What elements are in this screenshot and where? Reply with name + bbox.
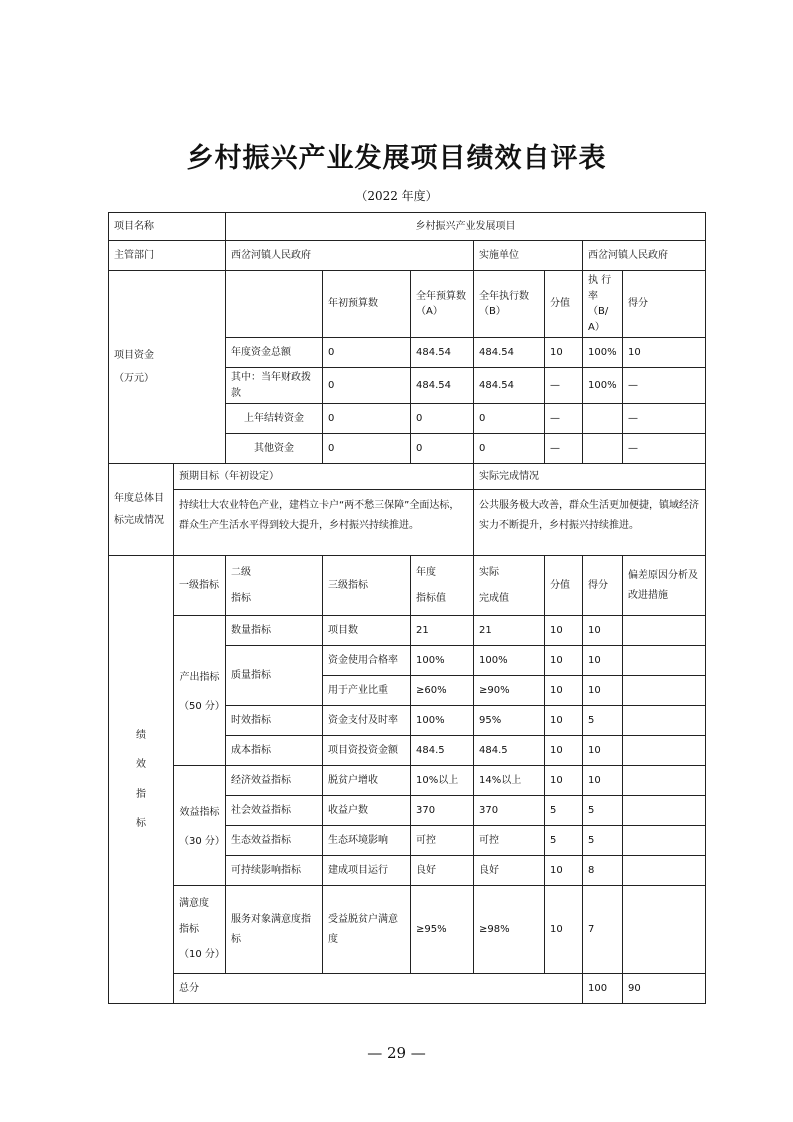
actual-cell: 484.5 — [474, 736, 545, 766]
group-name: 产出指标 — [179, 671, 220, 683]
level2-cell: 社会效益指标 — [226, 796, 323, 826]
score-cell: 10 — [545, 766, 583, 796]
actual-cell: 100% — [474, 646, 545, 676]
funds-row-rate — [583, 434, 623, 464]
target-cell: ≥95% — [411, 886, 474, 974]
group-name: 满意度 — [179, 898, 209, 910]
level3-cell: 脱贫户增收 — [323, 766, 411, 796]
indicator-row — [109, 886, 706, 974]
group-points: （10 分） — [179, 949, 225, 961]
note-cell — [623, 736, 706, 766]
funds-row-rate: 100% — [583, 338, 623, 368]
page-subtitle: （2022 年度） — [355, 189, 438, 203]
points-cell: 10 — [583, 646, 623, 676]
indicator-row — [109, 616, 706, 646]
actual-cell: ≥98% — [474, 886, 545, 974]
points-cell: 7 — [583, 886, 623, 974]
points-cell: 5 — [583, 826, 623, 856]
actual-cell: ≥90% — [474, 676, 545, 706]
group-satisfaction-label — [174, 886, 226, 974]
level3-cell: 资金支付及时率 — [323, 706, 411, 736]
project-name-label: 项目名称 — [109, 213, 226, 241]
score-cell: 5 — [545, 796, 583, 826]
side-label-char: 指 — [136, 788, 146, 800]
level3-cell: 收益户数 — [323, 796, 411, 826]
funds-row-annual: 0 — [411, 404, 474, 434]
goals-actual-label: 实际完成情况 — [474, 464, 706, 490]
funds-row-annual: 0 — [411, 434, 474, 464]
group-name: 指标 — [179, 923, 199, 935]
level2-cell: 生态效益指标 — [226, 826, 323, 856]
level3-cell: 用于产业比重 — [323, 676, 411, 706]
score-cell: 10 — [545, 886, 583, 974]
note-cell — [623, 796, 706, 826]
indicators-header-score: 分值 — [545, 556, 583, 616]
group-points: （30 分） — [179, 835, 225, 847]
level2-header-line: 指标 — [231, 592, 251, 604]
indicators-header-points: 得分 — [583, 556, 623, 616]
target-cell: 10%以上 — [411, 766, 474, 796]
side-label-char: 效 — [136, 759, 146, 770]
level3-cell: 资金使用合格率 — [323, 646, 411, 676]
group-points: （50 分） — [179, 700, 225, 712]
points-cell: 10 — [583, 616, 623, 646]
total-row — [109, 974, 706, 1004]
funds-row-initial: 0 — [323, 338, 411, 368]
funds-header-rate: 执 行 率 （B/A） — [583, 271, 623, 338]
project-name-row — [109, 213, 706, 241]
score-cell: 10 — [545, 676, 583, 706]
goals-label: 年度总体目标完成情况 — [109, 464, 174, 556]
funds-header-blank — [226, 271, 323, 338]
total-points: 90 — [623, 974, 706, 1004]
actual-cell: 370 — [474, 796, 545, 826]
actual-cell: 14%以上 — [474, 766, 545, 796]
goals-content-row — [109, 490, 706, 556]
indicator-row — [109, 766, 706, 796]
page-number: — 29 — — [367, 1044, 426, 1062]
goals-actual-text: 公共服务极大改善，群众生活更加便捷，镇域经济实力不断提升，乡村振兴持续推进。 — [474, 490, 706, 556]
target-header-line: 年度 — [416, 567, 436, 578]
funds-row-name: 其他资金 — [226, 434, 323, 464]
group-benefit-label — [174, 766, 226, 886]
impl-label: 实施单位 — [474, 241, 583, 271]
dept-label: 主管部门 — [109, 241, 226, 271]
indicators-header-level2 — [226, 556, 323, 616]
funds-row-annual: 484.54 — [411, 368, 474, 404]
score-cell: 10 — [545, 706, 583, 736]
evaluation-table — [108, 212, 706, 1004]
note-cell — [623, 616, 706, 646]
funds-row-name: 其中：当年财政拨款 — [226, 368, 323, 404]
points-cell: 10 — [583, 736, 623, 766]
indicators-header-level1: 一级指标 — [174, 556, 226, 616]
funds-row-executed: 0 — [474, 404, 545, 434]
funds-row-points: 10 — [623, 338, 706, 368]
funds-row-initial: 0 — [323, 368, 411, 404]
funds-header-initial: 年初预算数 — [323, 271, 411, 338]
funds-row-rate — [583, 404, 623, 434]
level2-header-line: 二级 — [231, 567, 251, 578]
project-name-value: 乡村振兴产业发展项目 — [226, 213, 706, 241]
funds-header-points: 得分 — [623, 271, 706, 338]
side-label-char: 标 — [136, 818, 146, 829]
indicators-header-deviation: 偏差原因分析及改进措施 — [623, 556, 706, 616]
actual-header-line: 实际 — [479, 567, 499, 578]
funds-row-name: 上年结转资金 — [226, 404, 323, 434]
target-cell: 100% — [411, 646, 474, 676]
level3-cell: 建成项目运行 — [323, 856, 411, 886]
note-cell — [623, 646, 706, 676]
funds-header-annual: 全年预算数（A） — [411, 271, 474, 338]
indicators-header-level3: 三级指标 — [323, 556, 411, 616]
funds-row-executed: 0 — [474, 434, 545, 464]
score-cell: 10 — [545, 856, 583, 886]
points-cell: 5 — [583, 796, 623, 826]
target-cell: 良好 — [411, 856, 474, 886]
funds-label-line1: 项目资金 — [114, 349, 154, 361]
points-cell: 5 — [583, 706, 623, 736]
indicators-header-target — [411, 556, 474, 616]
note-cell — [623, 766, 706, 796]
level2-cell: 可持续影响指标 — [226, 856, 323, 886]
indicators-side-label — [109, 556, 174, 1004]
target-header-line: 指标值 — [416, 592, 446, 604]
actual-cell: 95% — [474, 706, 545, 736]
level2-cell: 数量指标 — [226, 616, 323, 646]
dept-value: 西岔河镇人民政府 — [226, 241, 474, 271]
group-name: 效益指标 — [179, 806, 220, 818]
funds-header-row — [109, 271, 706, 338]
impl-value: 西岔河镇人民政府 — [583, 241, 706, 271]
funds-row-score: 10 — [545, 338, 583, 368]
funds-row-score: — — [545, 368, 583, 404]
target-cell: 可控 — [411, 826, 474, 856]
dept-row — [109, 241, 706, 271]
target-cell: 100% — [411, 706, 474, 736]
level3-cell: 生态环境影响 — [323, 826, 411, 856]
funds-row-score: — — [545, 434, 583, 464]
target-cell: 484.5 — [411, 736, 474, 766]
funds-label — [109, 271, 226, 464]
total-label: 总分 — [174, 974, 583, 1004]
actual-cell: 21 — [474, 616, 545, 646]
goals-header-row — [109, 464, 706, 490]
level3-cell: 项目资投资金额 — [323, 736, 411, 766]
score-cell: 5 — [545, 826, 583, 856]
funds-row-rate: 100% — [583, 368, 623, 404]
level2-cell: 经济效益指标 — [226, 766, 323, 796]
goals-expected-text: 持续壮大农业特色产业，建档立卡户“两不愁三保障”全面达标，群众生产生活水平得到较大提升，乡村振兴持续推进。 — [174, 490, 474, 556]
funds-label-line2: （万元） — [114, 373, 154, 384]
level2-cell: 时效指标 — [226, 706, 323, 736]
target-cell: ≥60% — [411, 676, 474, 706]
level3-cell: 项目数 — [323, 616, 411, 646]
funds-row-initial: 0 — [323, 404, 411, 434]
note-cell — [623, 676, 706, 706]
funds-row-initial: 0 — [323, 434, 411, 464]
goals-expected-label: 预期目标（年初设定） — [174, 464, 474, 490]
funds-header-executed: 全年执行数（B） — [474, 271, 545, 338]
score-cell: 10 — [545, 616, 583, 646]
points-cell: 10 — [583, 676, 623, 706]
funds-row-points: — — [623, 404, 706, 434]
page-title: 乡村振兴产业发展项目绩效自评表 — [186, 143, 607, 174]
target-cell: 21 — [411, 616, 474, 646]
funds-row-executed: 484.54 — [474, 338, 545, 368]
level2-cell: 服务对象满意度指标 — [226, 886, 323, 974]
funds-row-name: 年度资金总额 — [226, 338, 323, 368]
actual-cell: 良好 — [474, 856, 545, 886]
funds-row-points: — — [623, 368, 706, 404]
level2-cell: 质量指标 — [226, 646, 323, 706]
note-cell — [623, 706, 706, 736]
actual-cell: 可控 — [474, 826, 545, 856]
score-cell: 10 — [545, 646, 583, 676]
funds-row-executed: 484.54 — [474, 368, 545, 404]
indicators-header-row — [109, 556, 706, 616]
level2-cell: 成本指标 — [226, 736, 323, 766]
group-output-label — [174, 616, 226, 766]
side-label-char: 绩 — [136, 729, 146, 741]
funds-header-score: 分值 — [545, 271, 583, 338]
level3-cell: 受益脱贫户满意度 — [323, 886, 411, 974]
funds-row-annual: 484.54 — [411, 338, 474, 368]
score-cell: 10 — [545, 736, 583, 766]
target-cell: 370 — [411, 796, 474, 826]
note-cell — [623, 886, 706, 974]
actual-header-line: 完成值 — [479, 592, 509, 604]
note-cell — [623, 856, 706, 886]
points-cell: 8 — [583, 856, 623, 886]
total-score: 100 — [583, 974, 623, 1004]
funds-row-score: — — [545, 404, 583, 434]
funds-row-points: — — [623, 434, 706, 464]
indicators-header-actual — [474, 556, 545, 616]
note-cell — [623, 826, 706, 856]
points-cell: 10 — [583, 766, 623, 796]
